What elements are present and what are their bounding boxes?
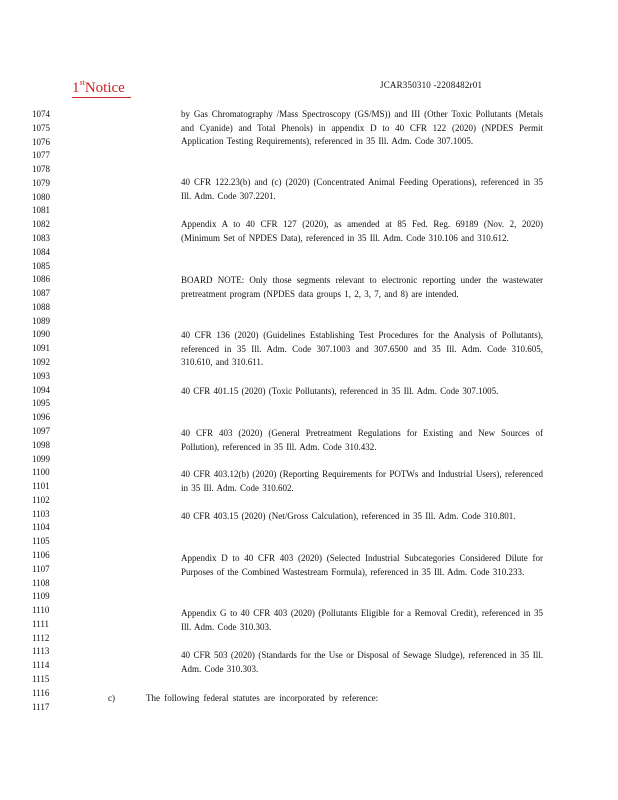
line-number: 1109 (32, 591, 50, 602)
line-number: 1114 (32, 660, 50, 671)
line-number: 1084 (32, 246, 50, 257)
paragraph-text: Appendix D to 40 CFR 403 (2020) (Selected Industrial Subcategories Considered Dilute for Purposes of the Combined Wastestream Formula), referenced in 35 Ill. Adm. Code 310.233. (181, 553, 543, 577)
line-number: 1074 (32, 109, 50, 119)
paragraph-text: by Gas Chromatography /Mass Spectroscopy (GS/MS)) and III (Other Toxic Pollutants (Metals and Cyanide) and Total Phenols) in appendix D to 40 CFR 122 (2020) (NPDES Permit Application Testing Requirements), referenced in 35 Ill. Adm. Code 307.1005. (181, 109, 543, 147)
line-number: 1081 (32, 205, 50, 216)
line-number: 1089 (32, 315, 50, 326)
line-number: 1099 (32, 453, 50, 464)
line-number: 1101 (32, 481, 50, 492)
line-number: 1076 (32, 136, 50, 147)
line-number: 1085 (32, 260, 50, 271)
line-number: 1079 (32, 177, 50, 188)
line-number: 1094 (32, 384, 50, 395)
line-number: 1090 (32, 329, 50, 340)
line-number: 1086 (32, 274, 50, 285)
line-number: 1116 (32, 687, 50, 698)
line-number: 1093 (32, 370, 50, 381)
line-number: 1098 (32, 439, 50, 450)
line-number: 1096 (32, 412, 50, 423)
line-number: 1105 (32, 536, 50, 547)
paragraph-text: 40 CFR 503 (2020) (Standards for the Use or Disposal of Sewage Sludge), referenced in 35 Ill. Adm. Code 310.303. (181, 650, 543, 674)
line-number: 1082 (32, 219, 50, 230)
line-number: 1100 (32, 467, 50, 478)
line-number: 1103 (32, 508, 50, 519)
item-text: The following federal statutes are incorporated by reference: (146, 693, 379, 703)
line-number: 1117 (32, 701, 50, 712)
line-number: 1083 (32, 233, 50, 244)
line-number: 1088 (32, 301, 50, 312)
line-number: 1092 (32, 357, 50, 368)
paragraph-text: Appendix G to 40 CFR 403 (2020) (Pollutants Eligible for a Removal Credit), referenced in 35 Ill. Adm. Code 310.303. (181, 608, 543, 632)
line-number: 1110 (32, 605, 50, 616)
line-number: 1108 (32, 577, 50, 588)
line-number: 1095 (32, 398, 50, 409)
line-number: 1078 (32, 164, 50, 175)
paragraph-text: 40 CFR 122.23(b) and (c) (2020) (Concentrated Animal Feeding Operations), referenced in 35 Ill. Adm. Code 307.2201. (181, 177, 543, 201)
line-number: 1075 (32, 122, 50, 133)
line-number: 1087 (32, 288, 50, 299)
item-label: c) (108, 693, 115, 703)
line-number: 1115 (32, 673, 50, 684)
line-number: 1111 (32, 618, 49, 629)
paragraph-text: 40 CFR 136 (2020) (Guidelines Establishing Test Procedures for the Analysis of Pollutants), referenced in 35 Ill. Adm. Code 307.1003 and 307.6500 and 35 Ill. Adm. Code 310.605, 310.610, and 310.611. (181, 330, 543, 368)
paragraph-text: 40 CFR 403 (2020) (General Pretreatment Regulations for Existing and New Sources of Pollution), referenced in 35 Ill. Adm. Code 310.432. (181, 428, 543, 452)
line-number: 1091 (32, 343, 50, 354)
line-number: 1104 (32, 522, 50, 533)
paragraph-text: 40 CFR 403.15 (2020) (Net/Gross Calculation), referenced in 35 Ill. Adm. Code 310.801. (181, 511, 516, 521)
paragraph-text: 40 CFR 401.15 (2020) (Toxic Pollutants), referenced in 35 Ill. Adm. Code 307.1005. (181, 386, 499, 396)
line-number: 1097 (32, 425, 50, 436)
line-number: 1112 (32, 632, 50, 643)
line-number: 1080 (32, 191, 50, 202)
paragraph-text: 40 CFR 403.12(b) (2020) (Reporting Requirements for POTWs and Industrial Users), referenced in 35 Ill. Adm. Code 310.602. (181, 469, 543, 493)
document-code: JCAR350310 -2208482r01 (380, 80, 483, 90)
notice-title: 1stNotice (72, 74, 131, 98)
paragraph-text: Appendix A to 40 CFR 127 (2020), as amended at 85 Fed. Reg. 69189 (Nov. 2, 2020) (Minimum Set of NPDES Data), referenced in 35 Ill. Adm. Code 310.106 and 310.612. (181, 219, 543, 243)
line-number: 1113 (32, 646, 50, 657)
line-number: 1077 (32, 150, 50, 161)
line-number: 1102 (32, 494, 50, 505)
board-note: BOARD NOTE: Only those segments relevant to electronic reporting under the wastewater pretreatment program (NPDES data groups 1, 2, 3, 7, and 8) are intended. (181, 275, 543, 299)
line-number: 1106 (32, 549, 50, 560)
line-number: 1107 (32, 563, 50, 574)
